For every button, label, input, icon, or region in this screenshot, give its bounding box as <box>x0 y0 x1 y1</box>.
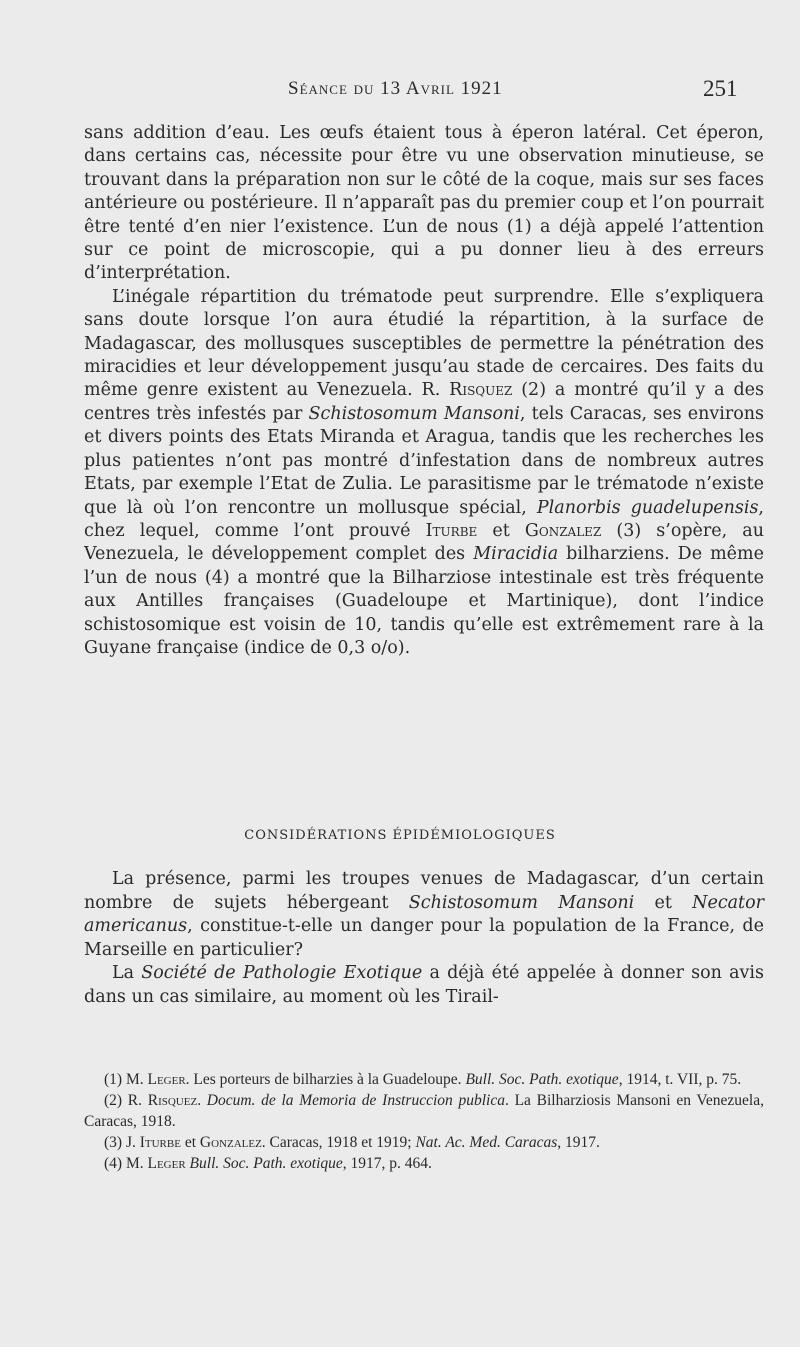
author-name: Risquez <box>147 1092 198 1109</box>
text-run: , 1914, t. VII, p. 75. <box>618 1071 742 1088</box>
text-run: . Les porteurs de bilharzies à la Guadeloupe. <box>185 1071 466 1088</box>
footnotes <box>84 1069 764 1174</box>
text-run: et <box>180 1134 200 1151</box>
journal-title: Bull. Soc. Path. exotique <box>189 1155 343 1172</box>
text-run: sans addition d’eau. Les œufs étaient tous à éperon latéral. Cet éperon, dans certains cas, nécessite pour être vu une observation minutieuse, se trouvant dans la préparation non sur le côté de la coque, mais sur ses faces antérieure ou postérieure. Il n’apparaît pas du premier coup et l’on pourrait être tenté d’en nier l’existence. L’un de nous (1) a déjà appelé l’attention sur ce point de microscopie, qui a pu donner lieu à des erreurs d’interprétation. <box>84 123 764 284</box>
text-run: . <box>197 1092 207 1109</box>
paragraph-2 <box>84 286 764 661</box>
footnote-2 <box>84 1090 764 1132</box>
author-name: Risquez <box>449 380 513 401</box>
author-name: Leger <box>147 1071 186 1088</box>
text-run: (4) M. <box>104 1155 148 1172</box>
text-run: et <box>634 892 693 913</box>
text-run: (3) J. <box>104 1134 140 1151</box>
section-text <box>84 868 764 1010</box>
text-run: , 1917. <box>557 1134 600 1151</box>
text-run: , constitue-t-elle un danger pour la population de la France, de Marseille en particulier? <box>84 916 764 960</box>
running-title: Séance du 13 Avril 1921 <box>288 78 503 99</box>
society-name: Société de Pathologie Exotique <box>141 963 423 984</box>
footnote-4 <box>84 1153 764 1174</box>
text-run: (1) M. <box>104 1071 148 1088</box>
text-run: a déjà été appelée à donner son avis dans un cas similaire, au moment où les Tirail- <box>84 963 764 1007</box>
author-name: Iturbe <box>139 1134 181 1151</box>
text-run: , chez lequel, comme l’ont prouvé <box>84 497 764 541</box>
text-run: , tels Caracas, ses environs et divers points des Etats Miranda et Aragua, tandis que les recherches les plus patientes n’ont pas montré d’infestation dans de nombreux autres Etats, par exemple l’Etat de Zulia. Le parasitisme par le trématode n’existe que là où l’on rencontre un mollusque spécial, <box>84 403 764 518</box>
author-name: Gonzalez <box>524 520 602 541</box>
journal-title: Bull. Soc. Path. exotique <box>465 1071 619 1088</box>
species-name: Necator americanus <box>84 892 764 937</box>
text-run: bilharziens. De même l’un de nous (4) a montré que la Bilharziose intestinale est très fréquente aux Antilles françaises (Guadeloupe et Martinique), dont l’indice schistosomique est voisin de 10, tandis qu’elle est extrêmement rare à la Guyane française (indice de 0,3 o/o). <box>84 544 764 658</box>
text-run: , 1917, p. 464. <box>342 1155 432 1172</box>
page-header <box>0 72 800 108</box>
species-name: Miracidia <box>473 544 559 565</box>
text-run: (2) R. <box>104 1092 148 1109</box>
author-name: Leger <box>147 1155 186 1172</box>
journal-title: Nat. Ac. Med. Caracas <box>415 1134 558 1151</box>
author-name: Iturbe <box>425 520 478 541</box>
species-name: Schistosomum Mansoni <box>408 892 635 913</box>
text-run: et <box>477 520 525 541</box>
footnote-3 <box>84 1132 764 1153</box>
text-run: La <box>112 963 142 984</box>
paragraph-1 <box>84 122 764 286</box>
text-run: L’inégale répartition du trématode peut surprendre. Elle s’expliquera sans doute lorsque l’on aura étudié la répartition, à la surface de Madagascar, des mollusques susceptibles de permettre la pénétration des miracidies et leur développement jusqu’au stade de cercaires. Des faits du même genre existent au Venezuela. R. <box>84 286 764 401</box>
text-run: . Caracas, 1918 et 1919; <box>261 1134 416 1151</box>
species-name: Planorbis guadelupensis <box>536 497 759 518</box>
page-number: 251 <box>703 76 738 101</box>
footnote-1 <box>84 1069 764 1090</box>
species-name: Schistosomum Mansoni <box>308 403 520 424</box>
paragraph-3 <box>84 868 764 962</box>
text-run: (3) s’opère, au Venezuela, le développement complet des <box>84 520 765 565</box>
author-name: Gonzalez <box>199 1134 262 1151</box>
text-run: (2) a montré qu’il y a des centres très infestés par <box>84 380 764 424</box>
paragraph-4 <box>84 962 764 1009</box>
text-run: La présence, parmi les troupes venues de Madagascar, d’un certain nombre de sujets hébergeant <box>84 869 764 913</box>
journal-title: Docum. de la Memoria de Instruccion publica <box>206 1092 505 1109</box>
section-heading: CONSIDÉRATIONS ÉPIDÉMIOLOGIQUES <box>244 828 556 843</box>
text-run: . La Bilharziosis Mansoni en Venezuela, Caracas, 1918. <box>84 1092 764 1130</box>
main-text <box>84 122 764 660</box>
